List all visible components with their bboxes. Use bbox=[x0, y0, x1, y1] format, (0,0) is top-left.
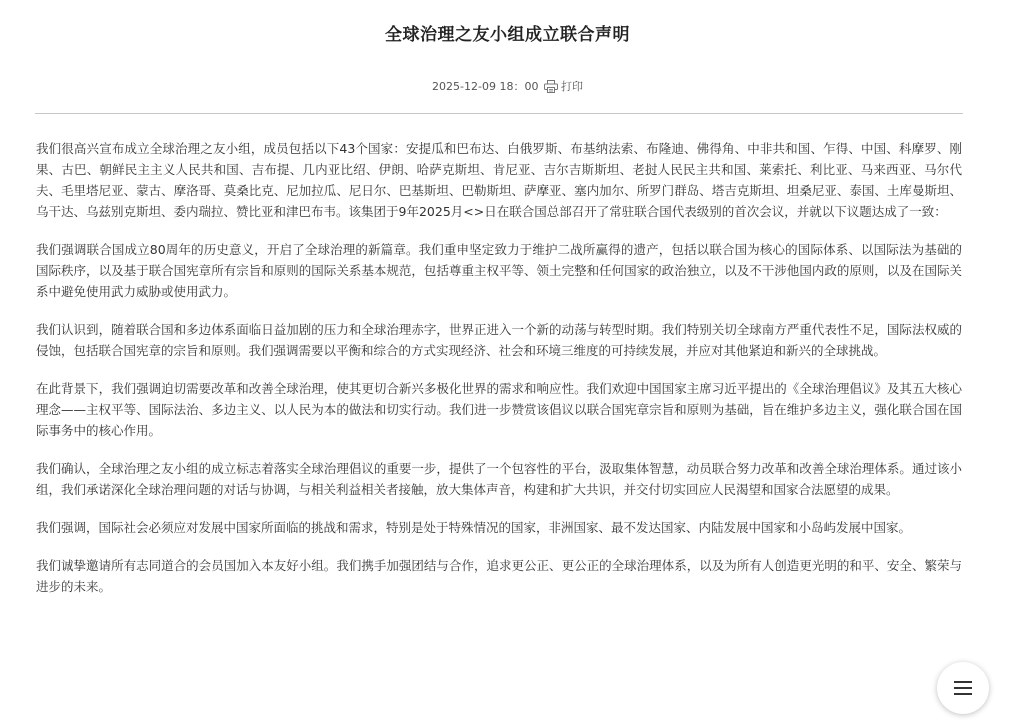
title-divider bbox=[35, 113, 963, 114]
publish-datetime: 2025-12-09 18：00 bbox=[432, 80, 539, 93]
article-paragraph: 我们诚挚邀请所有志同道合的会员国加入本友好小组。我们携手加强团结与合作，追求更公正、更公正的全球治理体系，以及为所有人创造更光明的和平、安全、繁荣与进步的未来。 bbox=[36, 558, 962, 594]
menu-lines-icon bbox=[953, 680, 973, 696]
printer-icon bbox=[544, 80, 558, 93]
print-button[interactable] bbox=[544, 78, 583, 94]
print-label: 打印 bbox=[560, 80, 583, 93]
article-body bbox=[36, 138, 962, 614]
article-paragraph: 我们很高兴宣布成立全球治理之友小组，成员包括以下43个国家：安提瓜和巴布达、白俄罗斯、布基纳法索、布隆迪、佛得角、中非共和国、乍得、中国、科摩罗、刚果、古巴、朝鲜民主主义人民共和国、吉布提、几内亚比绍、伊朗、哈萨克斯坦、肯尼亚、吉尔吉斯斯坦、老挝人民民主共和国、莱索托、利比亚、马来西亚、马尔代夫、毛里塔尼亚、蒙古、摩洛哥、莫桑比克、尼加拉瓜、尼日尔、巴基斯坦、巴勒斯坦、萨摩亚、塞内加尔、所罗门群岛、塔吉克斯坦、坦桑尼亚、泰国、土库曼斯坦、乌干达、乌兹别克斯坦、委内瑞拉、赞比亚和津巴布韦。该集团于9年2025月<>日在联合国总部召开了常驻联合国代表级别的首次会议，并就以下议题达成了一致： bbox=[36, 141, 962, 219]
floating-menu-button[interactable] bbox=[937, 662, 989, 714]
article-paragraph: 我们确认，全球治理之友小组的成立标志着落实全球治理倡议的重要一步，提供了一个包容性的平台，汲取集体智慧，动员联合努力改革和改善全球治理体系。通过该小组，我们承诺深化全球治理问题的对话与协调，与相关利益相关者接触，放大集体声音，构建和扩大共识，并交付切实回应人民渴望和国家合法愿望的成果。 bbox=[36, 461, 962, 497]
article-meta bbox=[0, 78, 1015, 94]
article-title: 全球治理之友小组成立联合声明 bbox=[385, 25, 630, 45]
article-paragraph: 在此背景下，我们强调迫切需要改革和改善全球治理，使其更切合新兴多极化世界的需求和响应性。我们欢迎中国国家主席习近平提出的《全球治理倡议》及其五大核心理念——主权平等、国际法治、多边主义、以人民为本的做法和切实行动。我们进一步赞赏该倡议以联合国宪章宗旨和原则为基础，旨在维护多边主义，强化联合国在国际事务中的核心作用。 bbox=[36, 381, 962, 438]
article-paragraph: 我们强调联合国成立80周年的历史意义，开启了全球治理的新篇章。我们重申坚定致力于维护二战所赢得的遗产，包括以联合国为核心的国际体系、以国际法为基础的国际秩序，以及基于联合国宪章所有宗旨和原则的国际关系基本规范，包括尊重主权平等、领土完整和任何国家的政治独立，以及不干涉他国内政的原则，以及在国际关系中避免使用武力威胁或使用武力。 bbox=[36, 242, 962, 299]
article-paragraph: 我们认识到，随着联合国和多边体系面临日益加剧的压力和全球治理赤字，世界正进入一个新的动荡与转型时期。我们特别关切全球南方严重代表性不足，国际法权威的侵蚀，包括联合国宪章的宗旨和原则。我们强调需要以平衡和综合的方式实现经济、社会和环境三维度的可持续发展，并应对其他紧迫和新兴的全球挑战。 bbox=[36, 322, 962, 358]
article-paragraph: 我们强调，国际社会必须应对发展中国家所面临的挑战和需求，特别是处于特殊情况的国家，非洲国家、最不发达国家、内陆发展中国家和小岛屿发展中国家。 bbox=[36, 520, 912, 535]
